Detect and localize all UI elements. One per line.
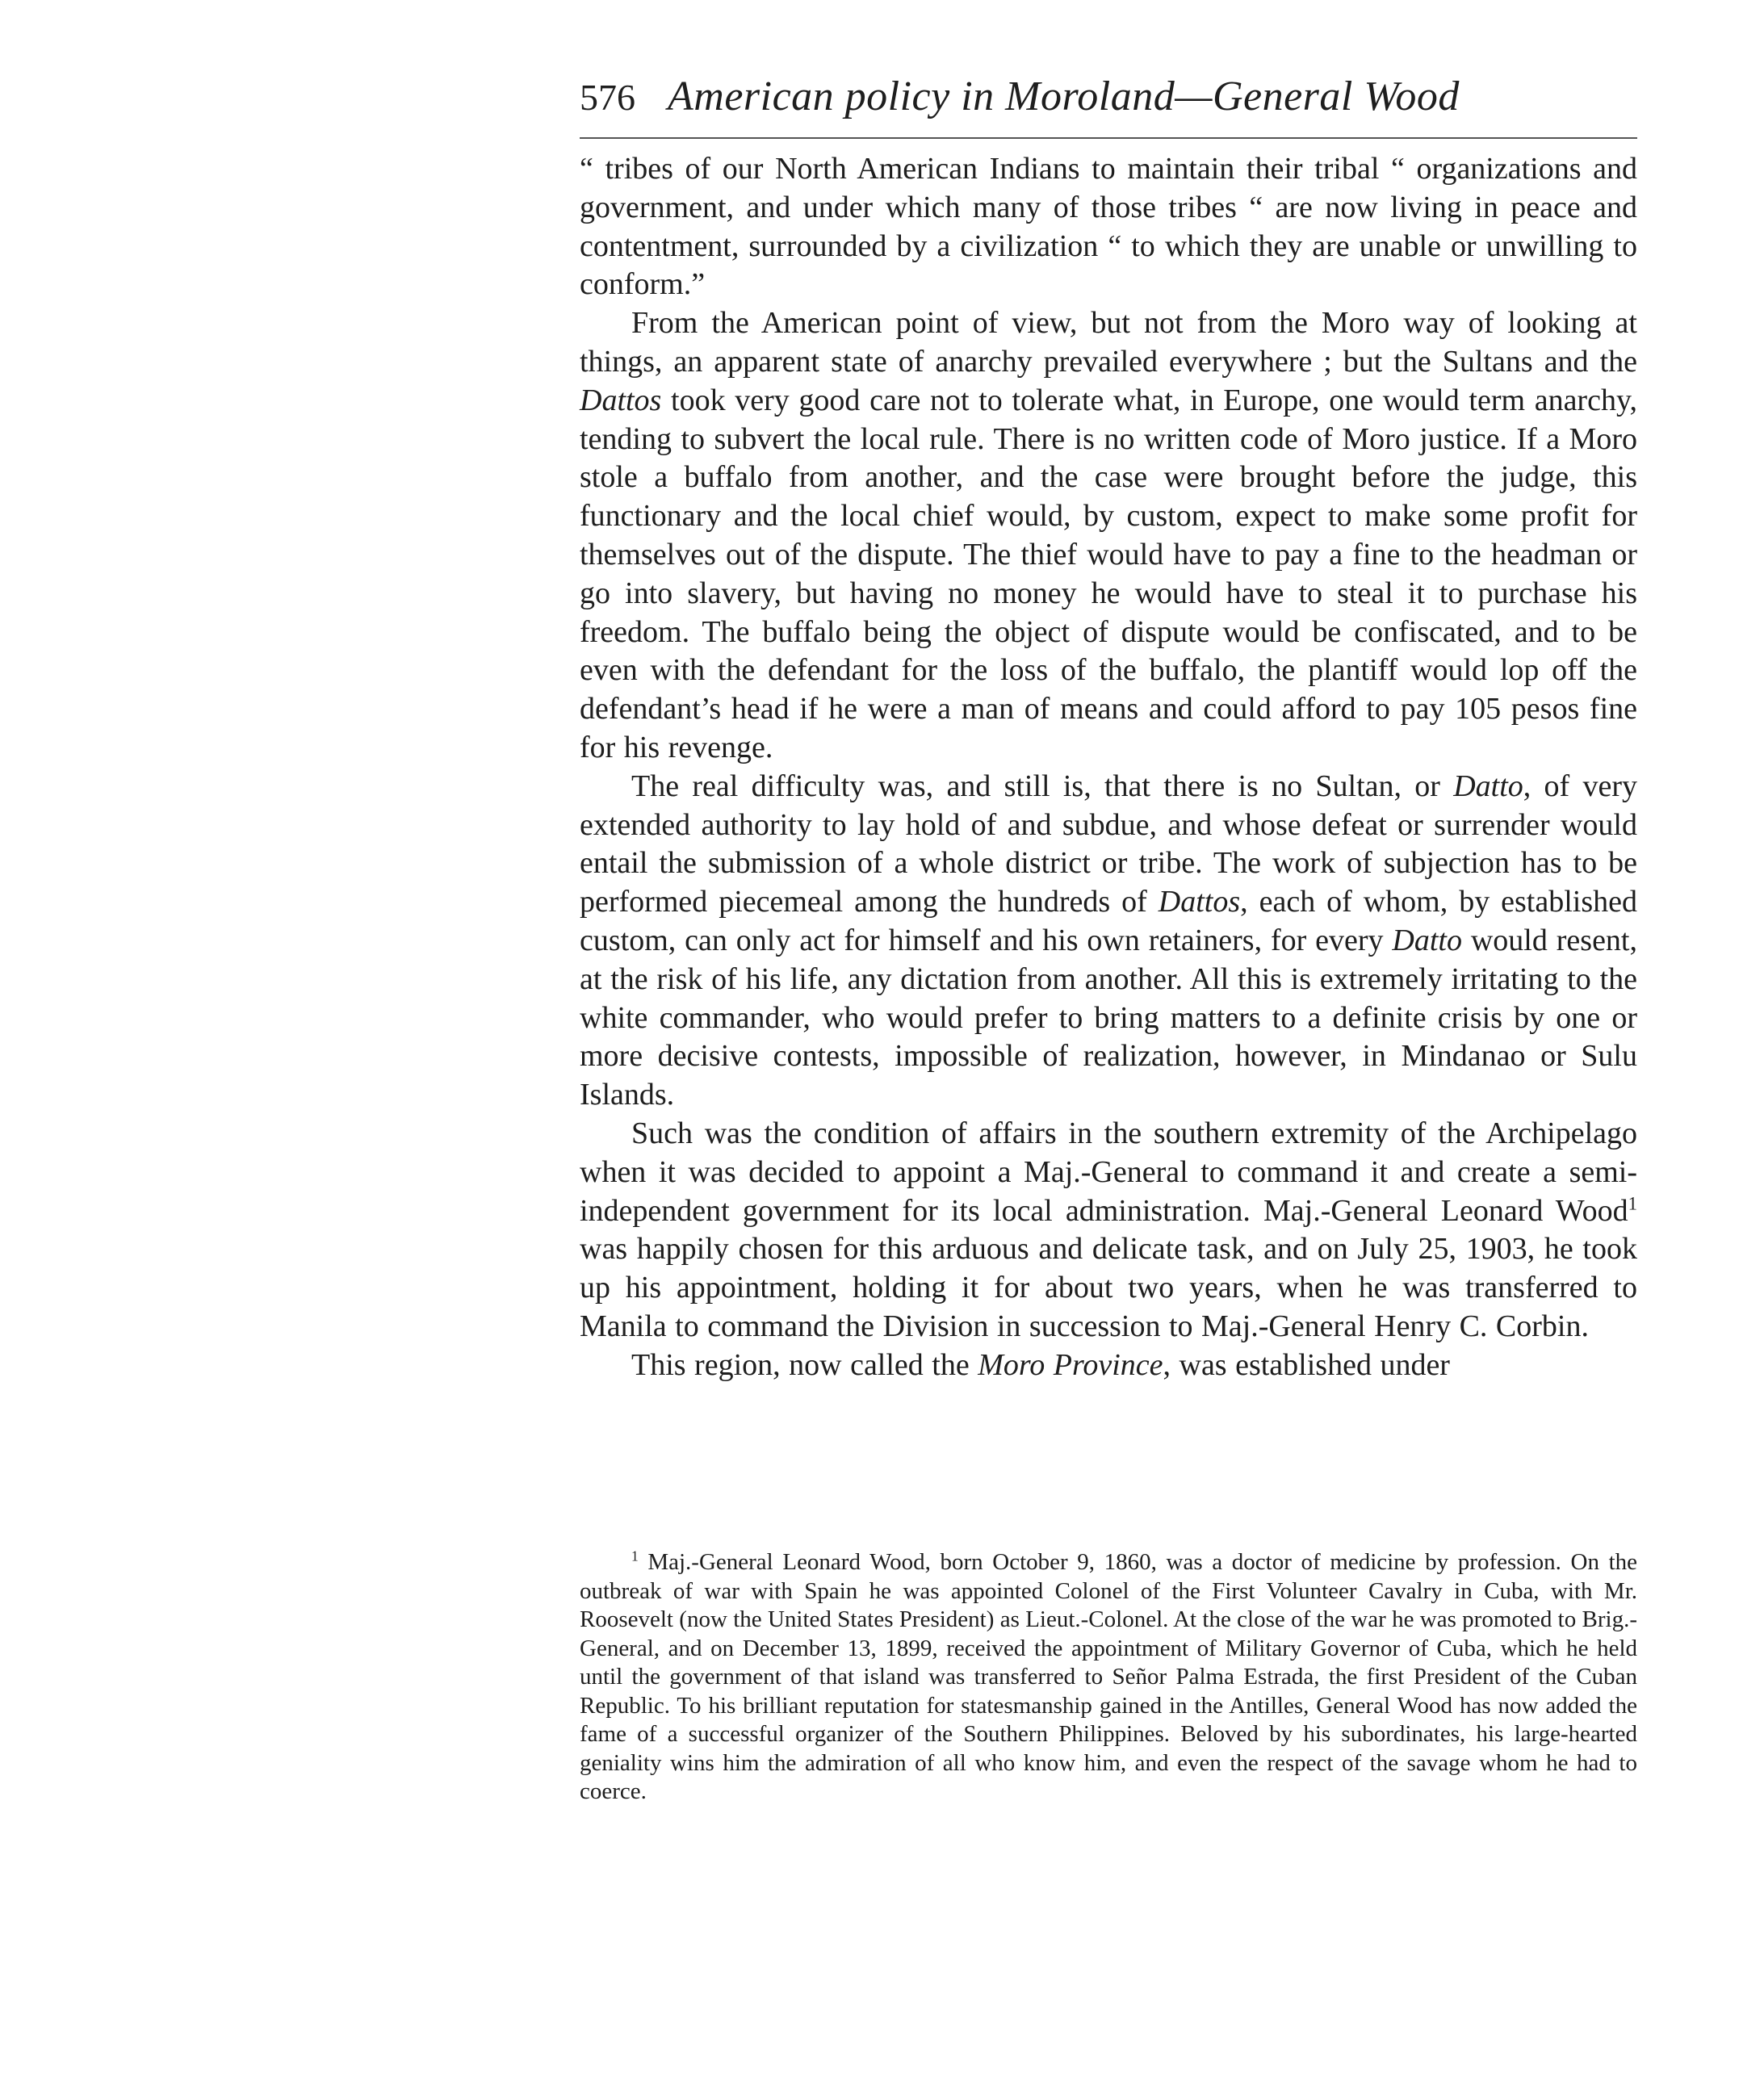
running-head [580,65,1637,129]
text-segment: , each of whom, by established custom, can only act for himself and his own retainers, for every [580,885,1637,957]
text-segment: , of very extended authority to lay hold of and subdue, and whose defeat or surrender would entail the submission of a whole district or tribe. The work of subjection has to be performed piecemeal among the hundreds of [580,768,1637,919]
paragraph-appointment [580,1115,1637,1346]
text-segment: Such was the condition of affairs in the southern extremity of the Archipelago when it was decided to appoint a Maj.-General to command it and create a semi-independent government for its local administration. Maj.-General Leonard Wood [580,1116,1637,1228]
text-segment: From the American point of view, but not from the Moro way of looking at things, an apparent state of anarchy prevailed everywhere ; but the Sultans and the [580,306,1637,379]
text-segment: was happily chosen for this arduous and delicate task, and on July 25, 1903, he took up his appointment, holding it for about two years, when he was transferred to Manila to command the Division in succession to Maj.-General Henry C. Corbin. [580,1232,1637,1343]
paragraph-moro-province [580,1346,1637,1385]
text-segment: “ tribes of our North American Indians to maintain their tribal “ organizations and government, and under which many of those tribes “ are now living in peace and contentment, surrounded by a civilization “ to which they are unable or unwilling to conform.” [580,152,1637,302]
text-segment: took very good care not to tolerate what, in Europe, one would term anarchy, tending to subvert the local rule. There is no written code of Moro justice. If a Moro stole a buffalo from another, and the case were brought before the judge, this functionary and the local chief would, by custom, expect to make some profit for themselves out of the dispute. The thief would have to pay a fine to the headman or go into slavery, but having no money he would have to steal it to purchase his freedom. The buffalo being the object of dispute would be confiscated, and to be even with the defendant for the loss of the buffalo, the plantiff would lop off the defendant’s head if he were a man of means and could afford to pay 105 pesos fine for his revenge. [580,383,1637,764]
footnote-marker: 1 [1628,1192,1637,1213]
footnote-number: 1 [631,1547,639,1564]
italic-term: Moro Province [978,1347,1163,1382]
paragraph-moro-justice [580,304,1637,768]
text-segment: The real difficulty was, and still is, that there is no Sultan, or [631,768,1454,803]
paragraph-quote-continuation [580,150,1637,304]
footnote-text: Maj.-General Leonard Wood, born October 9, 1860, was a doctor of medicine by profession. On the outbreak of war with Spain he was appointed Colonel of the First Volunteer Cavalry in Cuba, with Mr. Roosevelt (now the United States President) as Lieut.-Colonel. At the close of the war he was promoted to Brig.-General, and on December 13, 1899, received the appointment of Military Governor of Cuba, which he held until the government of that island was transferred to Señor Palma Estrada, the first President of the Cuban Republic. To his brilliant reputation for statesmanship gained in the Antilles, General Wood has now added the fame of a successful organizer of the Southern Philippines. Beloved by his subordinates, his large-hearted geniality wins him the admiration of all who know him, and even the respect of the savage whom he had to coerce. [580,1549,1637,1804]
footnotes [580,1548,1637,1807]
italic-term: Dattos [1158,885,1241,919]
footnote-1 [580,1548,1637,1807]
italic-term: Datto [1392,923,1462,957]
page-number: 576 [580,77,635,118]
running-title: American policy in Moroland—General Wood [668,73,1460,119]
text-segment: This region, now called the [631,1347,978,1382]
header-rule [580,137,1637,139]
text-segment: would resent, at the risk of his life, any dictation from another. All this is extremely irritating to the white commander, who would prefer to bring matters to a definite crisis by one or more decisive contests, impossible of realization, however, in Mindanao or Sulu Islands. [580,923,1637,1112]
italic-term: Dattos [580,383,662,417]
book-page [580,65,1637,1385]
paragraph-real-difficulty [580,768,1637,1115]
text-segment: , was established under [1163,1347,1450,1382]
italic-term: Datto [1453,768,1523,803]
body-text [580,150,1637,1385]
